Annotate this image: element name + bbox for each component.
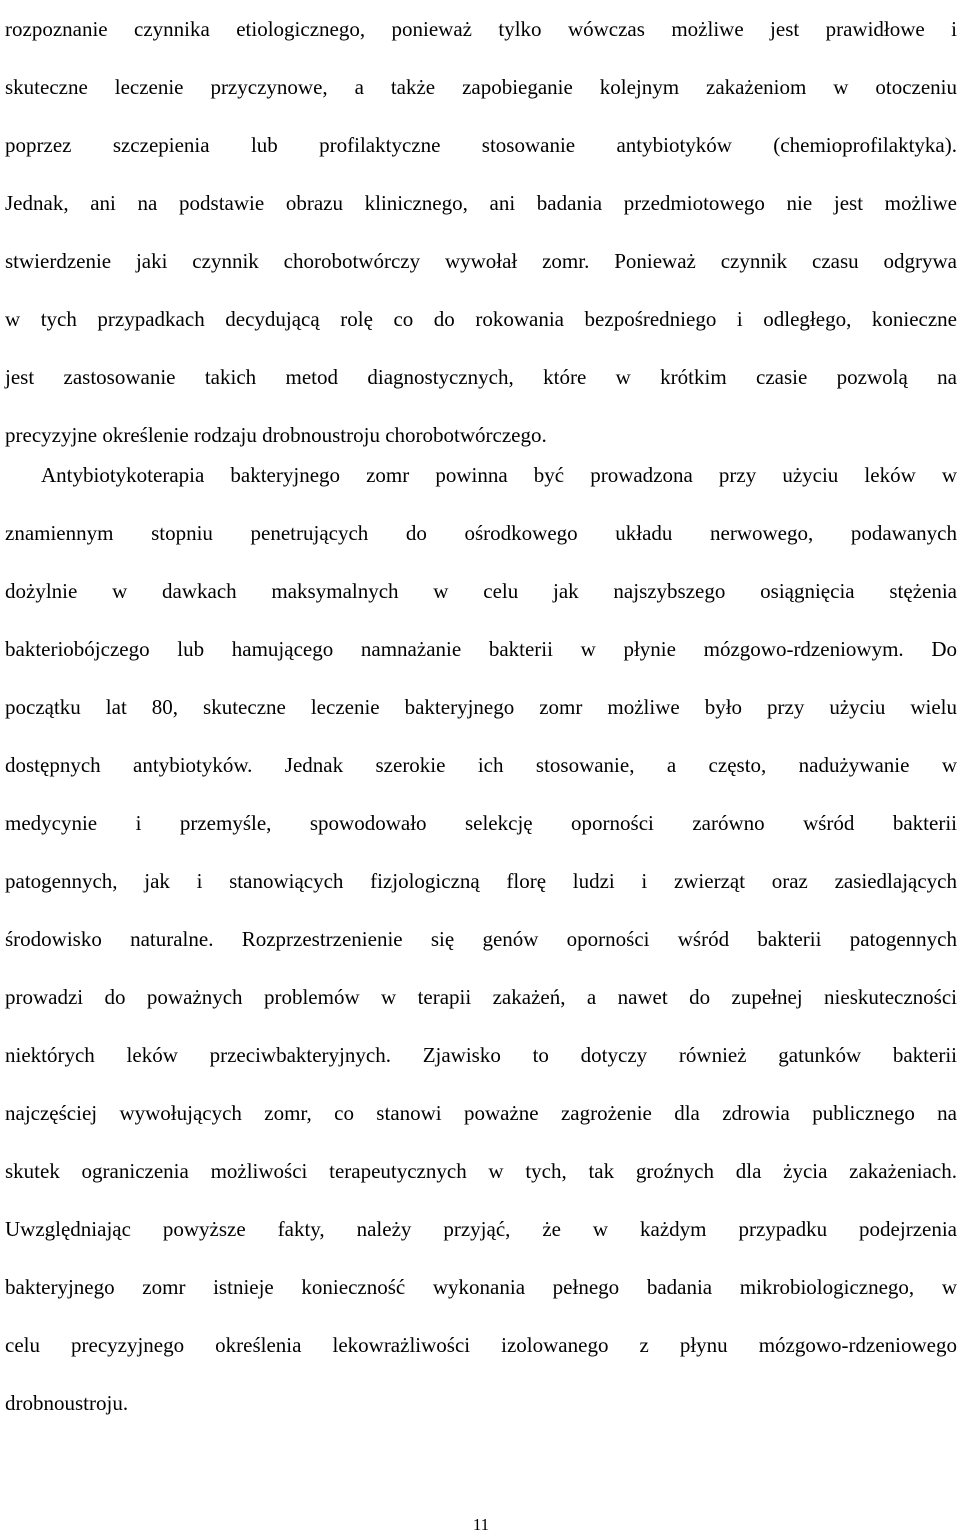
text-line: bakteryjnego zomr istnieje konieczność wykonania pełnego badania mikrobiologicznego, w [5, 1275, 957, 1299]
text-line: Jednak, ani na podstawie obrazu klinicznego, ani badania przedmiotowego nie jest możliwe [5, 191, 957, 215]
text-line: Antybiotykoterapia bakteryjnego zomr powinna być prowadzona przy użyciu leków w [41, 463, 957, 487]
text-line: początku lat 80, skuteczne leczenie bakteryjnego zomr możliwe było przy użyciu wielu [5, 695, 957, 719]
text-line: środowisko naturalne. Rozprzestrzenienie się genów oporności wśród bakterii patogennych [5, 927, 957, 951]
paragraph-1 [5, 0, 957, 464]
text-line: celu precyzyjnego określenia lekowrażliwości izolowanego z płynu mózgowo-rdzeniowego [5, 1333, 957, 1357]
text-line: stwierdzenie jaki czynnik chorobotwórczy wywołał zomr. Ponieważ czynnik czasu odgrywa [5, 249, 957, 273]
text-line: skutek ograniczenia możliwości terapeutycznych w tych, tak groźnych dla życia zakażeniach. [5, 1159, 957, 1183]
text-line: patogennych, jak i stanowiących fizjologiczną florę ludzi i zwierząt oraz zasiedlających [5, 869, 957, 893]
paragraph-2 [5, 446, 957, 1432]
document-page [5, 0, 957, 1537]
page-number: 11 [472, 1515, 490, 1534]
text-line: prowadzi do poważnych problemów w terapii zakażeń, a nawet do zupełnej nieskuteczności [5, 985, 957, 1009]
text-line: drobnoustroju. [5, 1391, 129, 1415]
text-line: Uwzględniając powyższe fakty, należy przyjąć, że w każdym przypadku podejrzenia [5, 1217, 957, 1241]
text-line: jest zastosowanie takich metod diagnostycznych, które w krótkim czasie pozwolą na [5, 365, 957, 389]
text-line: medycynie i przemyśle, spowodowało selekcję oporności zarówno wśród bakterii [5, 811, 957, 835]
text-line: znamiennym stopniu penetrujących do ośrodkowego układu nerwowego, podawanych [5, 521, 957, 545]
text-line: najczęściej wywołujących zomr, co stanowi poważne zagrożenie dla zdrowia publicznego na [5, 1101, 957, 1125]
text-line: poprzez szczepienia lub profilaktyczne stosowanie antybiotyków (chemioprofilaktyka). [5, 133, 957, 157]
text-line: w tych przypadkach decydującą rolę co do rokowania bezpośredniego i odległego, konieczne [5, 307, 957, 331]
text-line: precyzyjne określenie rodzaju drobnoustroju chorobotwórczego. [5, 423, 547, 447]
text-line: skuteczne leczenie przyczynowe, a także zapobieganie kolejnym zakażeniom w otoczeniu [5, 75, 957, 99]
text-line: dostępnych antybiotyków. Jednak szerokie ich stosowanie, a często, nadużywanie w [5, 753, 957, 777]
text-line: rozpoznanie czynnika etiologicznego, ponieważ tylko wówczas możliwe jest prawidłowe i [5, 17, 957, 41]
text-line: dożylnie w dawkach maksymalnych w celu jak najszybszego osiągnięcia stężenia [5, 579, 957, 603]
text-line: niektórych leków przeciwbakteryjnych. Zjawisko to dotyczy również gatunków bakterii [5, 1043, 957, 1067]
text-line: bakteriobójczego lub hamującego namnażanie bakterii w płynie mózgowo-rdzeniowym. Do [5, 637, 957, 661]
